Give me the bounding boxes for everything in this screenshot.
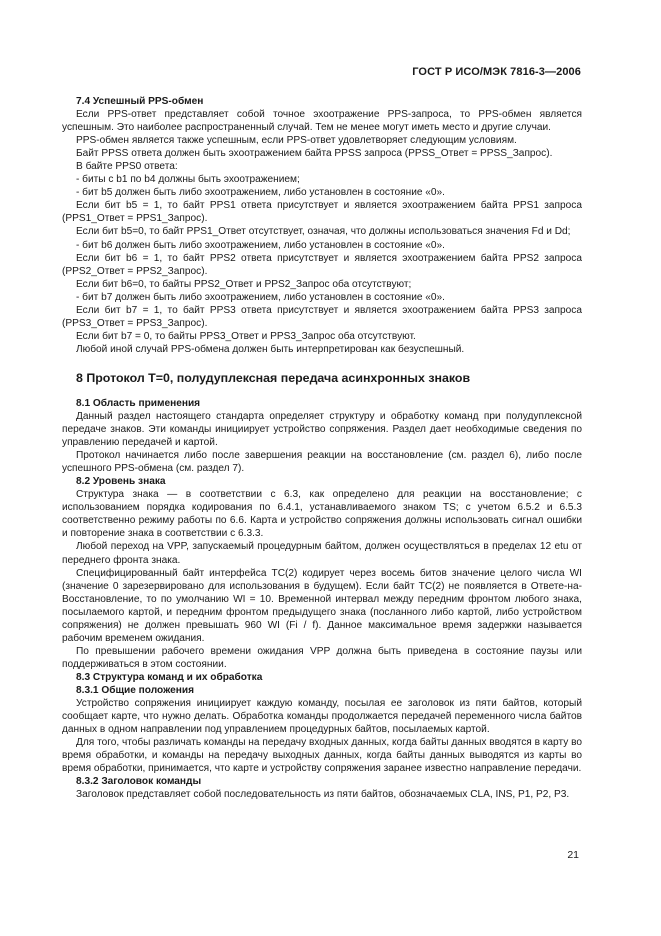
standard-header: ГОСТ Р ИСО/МЭК 7816-3—2006 <box>412 66 581 78</box>
subsection-heading: 8.3 Структура команд и их обработка <box>76 671 263 683</box>
paragraph: Если бит b7 = 1, то байт PPS3 ответа присутствует и является эхоотражением байта PPS3 запроса (PPS3_Ответ = PPS3_Запрос). <box>62 304 582 329</box>
paragraph: В байте PPS0 ответа: <box>76 161 178 173</box>
paragraph: Если PPS-ответ представляет собой точное эхоотражение PPS-запроса, то PPS-обмен является успешным. Это наиболее распространенный случай. Тем не менее могут иметь место и другие случаи. <box>62 109 582 134</box>
paragraph: Устройство сопряжения инициирует каждую команду, посылая ее заголовок из пяти байтов, который сообщает карте, что нужно делать. Обработка команды продолжается передачей переменного числа байтов данных в одном направлении под управлением процедурных байтов, посылаемых картой. <box>62 698 582 736</box>
paragraph: Любой переход на VPP, запускаемый процедурным байтом, должен осуществляться в пределах 12 etu от переднего фронта знака. <box>62 541 582 566</box>
paragraph: Байт PPSS ответа должен быть эхоотражением байта PPSS запроса (PPSS_Ответ = PPSS_Запрос). <box>76 148 553 160</box>
paragraph: Для того, чтобы различать команды на передачу входных данных, когда байты данных вводятся в карту во время обработки, и команды на передачу выходных данных, когда байты данных выводятся из карты во время обработки, принимается, что карте и устройству сопряжения заранее известно направление передачи. <box>62 737 582 775</box>
paragraph: Данный раздел настоящего стандарта определяет структуру и обработку команд при полудуплексной передаче знаков. Эти команды инициирует устройство сопряжения. Раздел дает необходимые сведения по управлению передачей и картой. <box>62 410 582 449</box>
paragraph: PPS-обмен является также успешным, если PPS-ответ удовлетворяет следующим условиям. <box>76 135 517 147</box>
paragraph: Протокол начинается либо после завершения реакции на восстановление (см. раздел 6), либо после успешного PPS-обмена (см. раздел 7). <box>62 450 582 475</box>
paragraph: - бит b7 должен быть либо эхоотражением, либо установлен в состояние «0». <box>76 291 445 303</box>
paragraph: Если бит b7 = 0, то байты PPS3_Ответ и PPS3_Запрос оба отсутствуют. <box>76 330 416 342</box>
subsection-heading: 8.2 Уровень знака <box>76 476 166 488</box>
subsection-heading: 8.3.1 Общие положения <box>76 684 194 696</box>
paragraph: Если бит b6 = 1, то байт PPS2 ответа присутствует и является эхоотражением байта PPS2 запроса (PPS2_Ответ = PPS2_Запрос). <box>62 252 582 277</box>
paragraph: Структура знака — в соответствии с 6.3, как определено для реакции на восстановление; с использованием порядка кодирования по 6.4.1, устанавливаемого знаком TS; с учетом 6.5.2 и 6.5.3 соответственно режиму работы по 6.6. Карта и устройство сопряжения должны использовать сигнал ошибки и повторение знака в соответствии с 6.3.3. <box>62 489 582 540</box>
page-number: 21 <box>567 849 579 861</box>
document-body <box>62 95 582 801</box>
paragraph: Специфицированный байт интерфейса TC(2) кодирует через восемь битов значение целого числа WI (значение 0 зарезервировано для использования в будущем). Если байт TC(2) не появляется в Ответе-на-Восстановление, то по умолчанию WI = 10. Временной интервал между передним фронтом любого знака, посылаемого картой, и передним фронтом предыдущего знака (посланного либо картой, либо устройством сопряжения) не должен превышать 960 WI (Fi / f). Данное максимальное время задержки называется рабочим временем ожидания. <box>62 567 582 644</box>
subsection-heading: 8.3.2 Заголовок команды <box>76 776 202 788</box>
paragraph: Если бит b6=0, то байты PPS2_Ответ и PPS2_Запрос оба отсутствуют; <box>76 278 412 290</box>
subsection-heading: 8.1 Область применения <box>76 397 201 409</box>
paragraph: Если бит b5 = 1, то байт PPS1 ответа присутствует и является эхоотражением байта PPS1 запроса (PPS1_Ответ = PPS1_Запрос). <box>62 200 582 225</box>
paragraph: - бит b5 должен быть либо эхоотражением, либо установлен в состояние «0». <box>76 187 445 199</box>
paragraph: Любой иной случай PPS-обмена должен быть интерпретирован как безуспешный. <box>76 343 465 355</box>
paragraph: Заголовок представляет собой последовательность из пяти байтов, обозначаемых CLA, INS, P1, P2, P3. <box>76 789 570 801</box>
paragraph: По превышении рабочего времени ожидания VPP должна быть приведена в состояние паузы или поддерживаться в этом состоянии. <box>62 645 582 670</box>
paragraph: - биты с b1 по b4 должны быть эхоотражением; <box>76 174 300 186</box>
paragraph: Если бит b5=0, то байт PPS1_Ответ отсутствует, означая, что должны использоваться значения Fd и Dd; <box>76 226 571 238</box>
subsection-heading: 7.4 Успешный PPS-обмен <box>76 96 204 107</box>
section-heading: 8 Протокол T=0, полудуплексная передача асинхронных знаков <box>76 370 471 385</box>
paragraph: - бит b6 должен быть либо эхоотражением, либо установлен в состояние «0». <box>76 239 445 251</box>
